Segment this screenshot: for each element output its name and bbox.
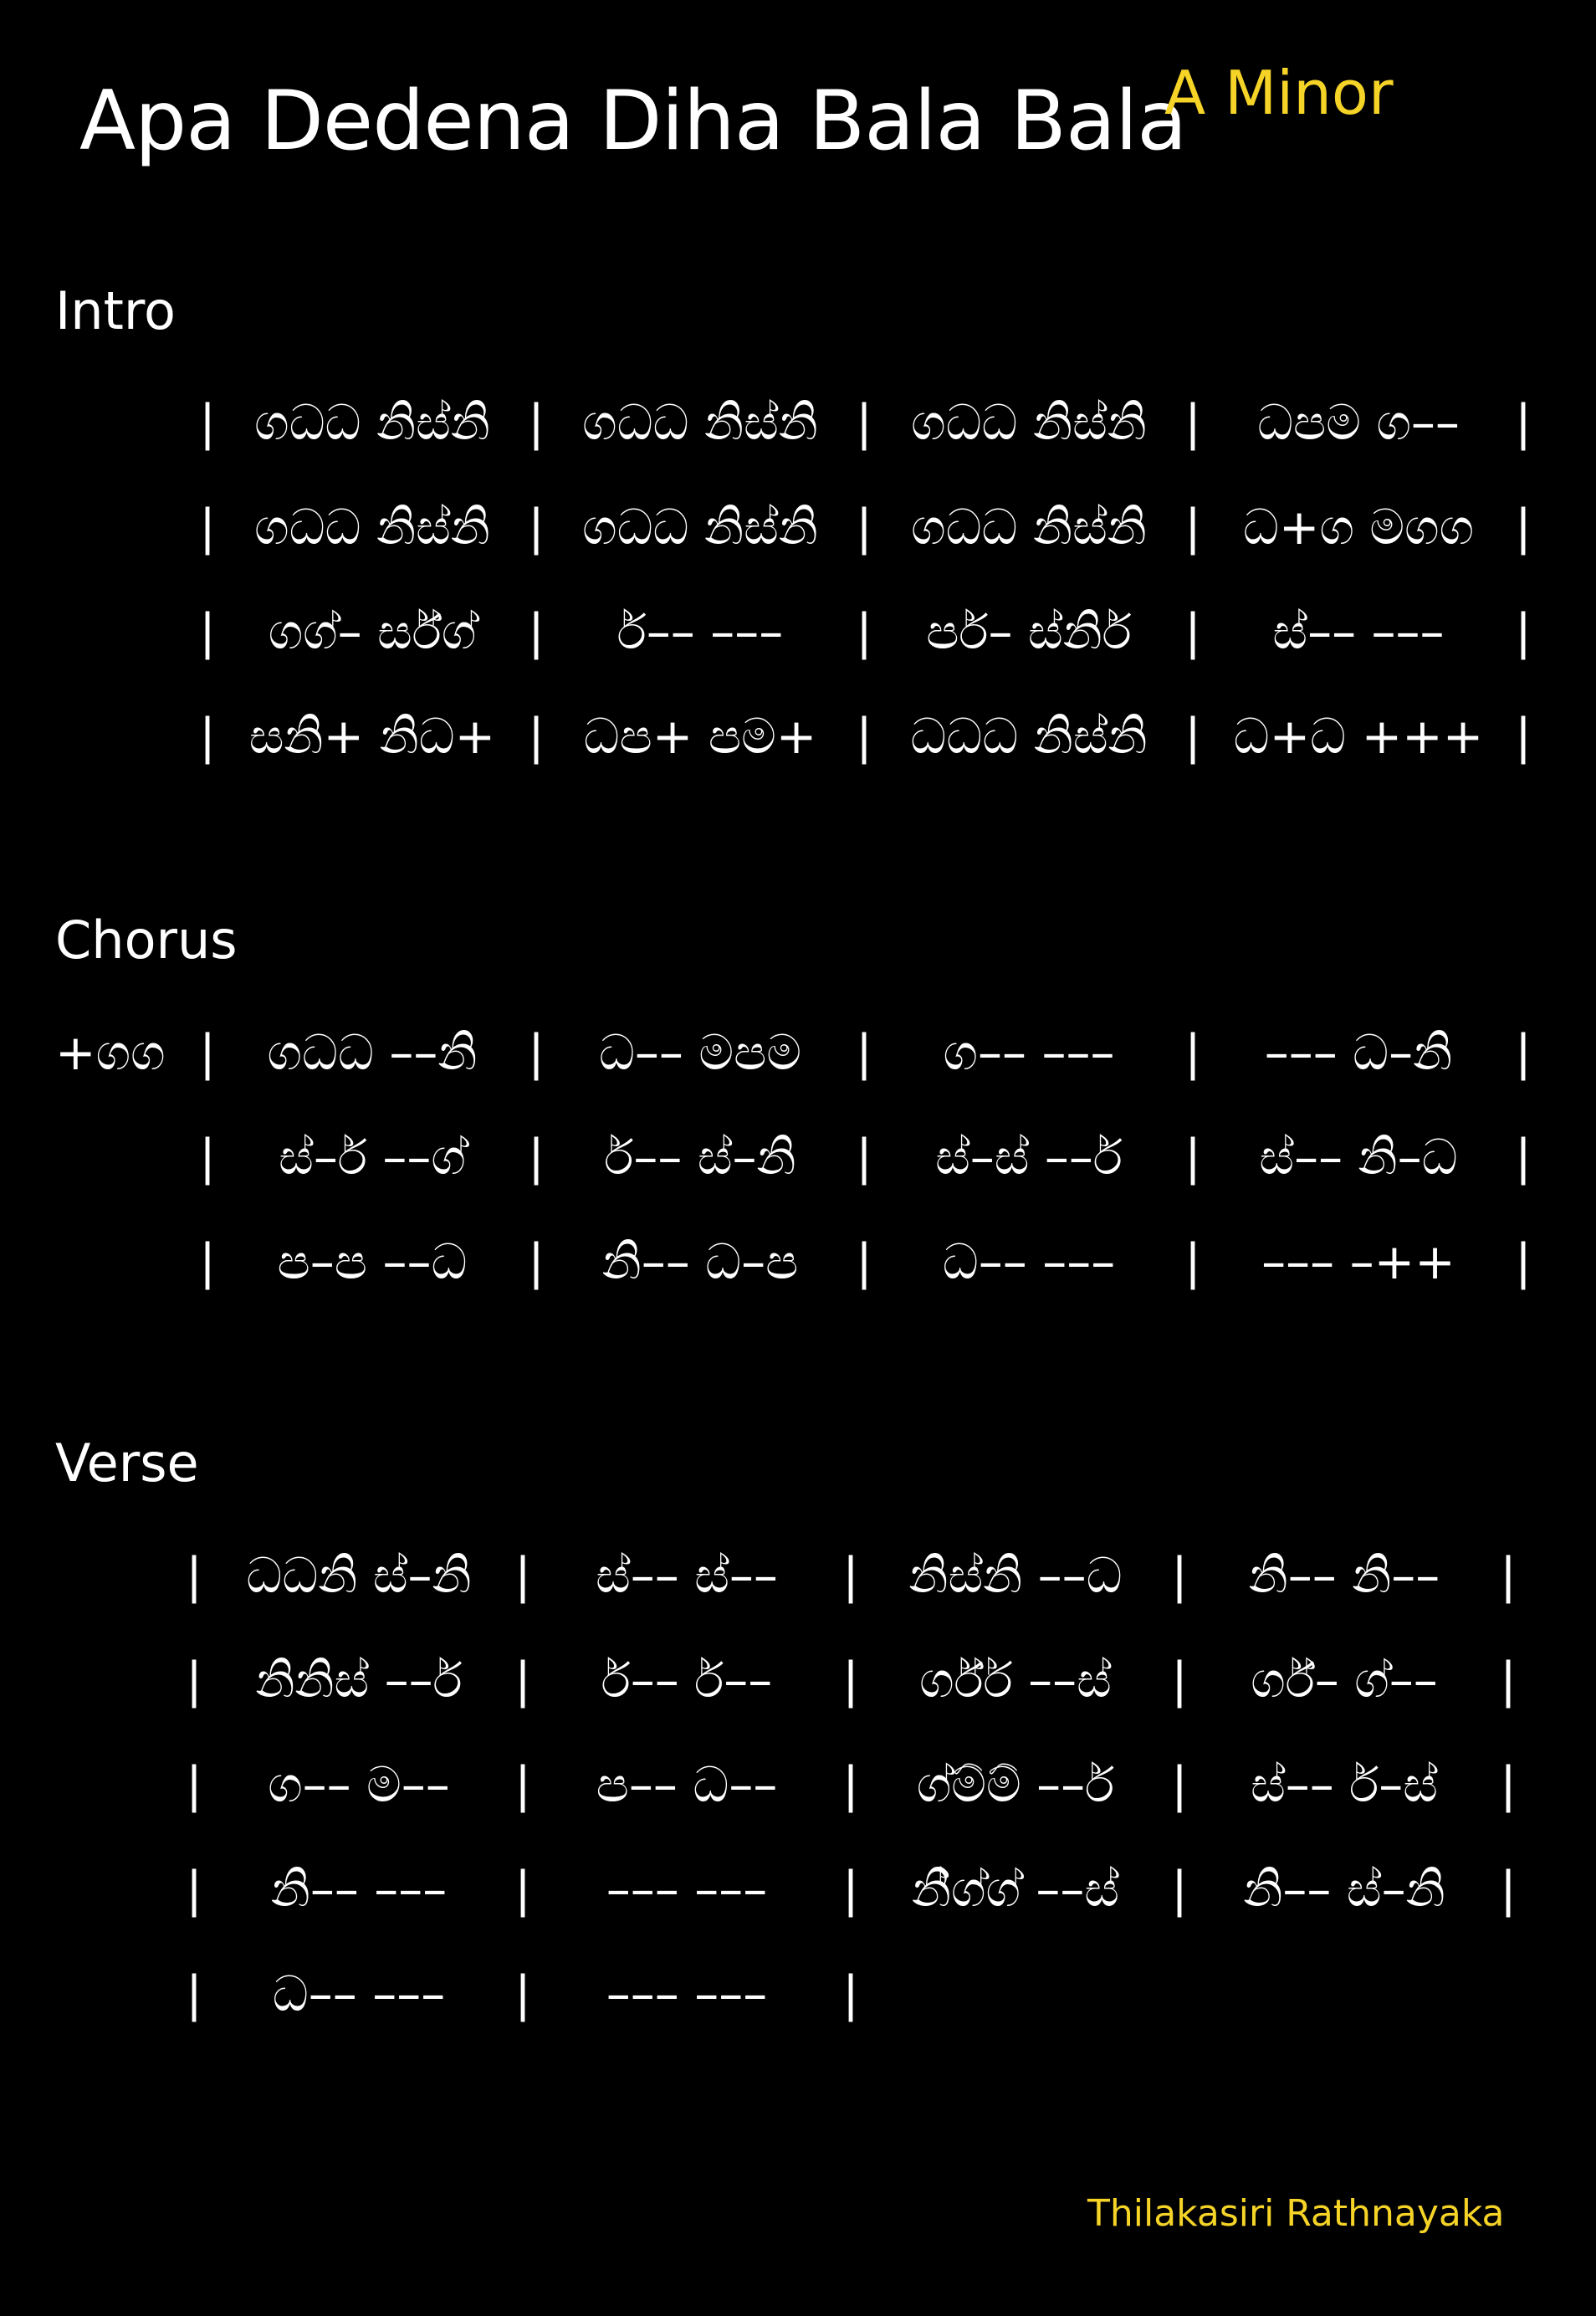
notation-line (0, 1542, 1596, 1609)
bar-line: | (528, 1129, 545, 1186)
bar-line: | (186, 1965, 202, 2022)
measure: ගග්– ර්ස්ග් (268, 603, 477, 660)
measure: ග්ම්ම් ––ර් (916, 1756, 1115, 1813)
measure: ගධධ නිස්නි (911, 394, 1147, 451)
bar-line: | (199, 1233, 216, 1290)
measure: ගධධ නිස්නි (254, 499, 490, 556)
bar-line: | (856, 1024, 872, 1081)
bar-line: | (856, 499, 872, 556)
bar-line: | (1171, 1652, 1188, 1709)
measure: ––– ධ–නි (1264, 1024, 1453, 1081)
bar-line: | (856, 1233, 872, 1290)
bar-line: | (1184, 499, 1201, 556)
bar-line: | (528, 394, 545, 451)
bar-line: | (1184, 1233, 1201, 1290)
measure: ගධධ නිස්නි (582, 394, 818, 451)
notation-line (0, 1124, 1596, 1191)
measure: ස්–– ර්–ස් (1251, 1756, 1438, 1813)
bar-line: | (528, 1024, 545, 1081)
bar-line: | (199, 603, 216, 660)
bar-line: | (514, 1861, 531, 1918)
notation-line (0, 1856, 1596, 1923)
measure: ––– –++ (1261, 1233, 1455, 1290)
bar-line: | (842, 1547, 859, 1604)
measure: ධ–– මපම (598, 1024, 802, 1081)
bar-line: | (528, 1233, 545, 1290)
measure: ගධධ නිස්නි (911, 499, 1147, 556)
measure: ර්–– ස්–නි (604, 1129, 796, 1186)
measure: නි්ග්ග් ––ස් (911, 1861, 1120, 1918)
bar-line: | (842, 1756, 859, 1813)
bar-line: | (1515, 394, 1532, 451)
bar-line: | (514, 1652, 531, 1709)
measure: ––– ––– (606, 1861, 768, 1918)
measure: ––– ––– (606, 1965, 768, 2022)
measure: ස්–ස් ––ර් (935, 1129, 1123, 1186)
bar-line: | (856, 603, 872, 660)
bar-line: | (842, 1861, 859, 1918)
notation-line (0, 1751, 1596, 1818)
measure: ර්–– ––– (616, 603, 784, 660)
notation-line (0, 389, 1596, 456)
bar-line: | (856, 708, 872, 765)
pickup-notes: +ගග (55, 1024, 166, 1081)
notation-line (0, 1019, 1596, 1086)
measure: නිනිස් ––ර් (255, 1652, 463, 1709)
section-heading: Verse (55, 1432, 199, 1494)
measure: ගධධ ––නි (267, 1024, 478, 1081)
measure: නි–– ––– (270, 1861, 448, 1918)
bar-line: | (1171, 1861, 1188, 1918)
measure: ප–– ධ–– (596, 1756, 778, 1813)
measure: ධපම ග–– (1257, 394, 1460, 451)
measure: ධප+ පම+ (583, 708, 817, 765)
measure: ස්–– ––– (1272, 603, 1445, 660)
credit: Thilakasiri Rathnayaka (1087, 2192, 1505, 2235)
section-heading: Intro (55, 280, 176, 341)
bar-line: | (1515, 1024, 1532, 1081)
bar-line: | (186, 1756, 202, 1813)
measure: නි–– ධ–ප (601, 1233, 799, 1290)
bar-line: | (842, 1965, 859, 2022)
bar-line: | (199, 394, 216, 451)
measure: ධ–– ––– (942, 1233, 1116, 1290)
bar-line: | (1500, 1861, 1517, 1918)
bar-line: | (1184, 1024, 1201, 1081)
bar-line: | (1515, 1129, 1532, 1186)
notation-line (0, 1647, 1596, 1714)
measure: පර්– ස්නිර් (926, 603, 1132, 660)
measure: ර්ග්ර් ––ස් (919, 1652, 1112, 1709)
measure: ධධධ නිස්නි (910, 708, 1148, 765)
measure: ධ+ග මගග (1242, 499, 1475, 556)
bar-line: | (1184, 1129, 1201, 1186)
bar-line: | (842, 1652, 859, 1709)
bar-line: | (1171, 1547, 1188, 1604)
bar-line: | (856, 1129, 872, 1186)
measure: ගධධ නිස්නි (254, 394, 490, 451)
bar-line: | (1515, 708, 1532, 765)
notation-line (0, 494, 1596, 561)
bar-line: | (514, 1965, 531, 2022)
measure: ස්–ර් ––ග් (279, 1129, 466, 1186)
notation-line (0, 598, 1596, 665)
section-heading: Chorus (55, 909, 238, 971)
measure: ර්ග්– ග්–– (1251, 1652, 1438, 1709)
bar-line: | (1515, 499, 1532, 556)
bar-line: | (1515, 603, 1532, 660)
bar-line: | (1184, 603, 1201, 660)
notation-line (0, 703, 1596, 770)
bar-line: | (1500, 1547, 1517, 1604)
bar-line: | (1500, 1756, 1517, 1813)
notation-line (0, 1228, 1596, 1295)
measure: ර්–– ර්–– (601, 1652, 773, 1709)
bar-line: | (528, 708, 545, 765)
song-key: A Minor (1164, 58, 1394, 128)
bar-line: | (199, 1024, 216, 1081)
bar-line: | (186, 1547, 202, 1604)
bar-line: | (1500, 1652, 1517, 1709)
bar-line: | (528, 603, 545, 660)
bar-line: | (1515, 1233, 1532, 1290)
bar-line: | (186, 1861, 202, 1918)
bar-line: | (528, 499, 545, 556)
measure: ප–ප ––ධ (277, 1233, 468, 1290)
measure: ධ+ධ +++ (1233, 708, 1484, 765)
bar-line: | (1171, 1756, 1188, 1813)
measure: ධධනි ස්–නි (246, 1547, 472, 1604)
measure: ස්–– ස්–– (596, 1547, 778, 1604)
measure: ස්–– නි–ධ (1259, 1129, 1458, 1186)
measure: ග–– ––– (943, 1024, 1115, 1081)
bar-line: | (514, 1547, 531, 1604)
measure: නිස්නි ––ධ (908, 1547, 1123, 1604)
bar-line: | (856, 394, 872, 451)
measure: නි–– ස්–නි (1243, 1861, 1445, 1918)
measure: නි–– නි–– (1248, 1547, 1440, 1604)
notation-line (0, 1960, 1596, 2027)
measure: ධ–– ––– (272, 1965, 446, 2022)
bar-line: | (199, 499, 216, 556)
bar-line: | (1184, 708, 1201, 765)
bar-line: | (1184, 394, 1201, 451)
bar-line: | (514, 1756, 531, 1813)
song-title: Apa Dedena Diha Bala Bala (79, 74, 1187, 169)
measure: ග–– ම–– (268, 1756, 450, 1813)
measure: ගධධ නිස්නි (582, 499, 818, 556)
bar-line: | (199, 1129, 216, 1186)
measure: සනි+ නිධ+ (248, 708, 496, 765)
bar-line: | (199, 708, 216, 765)
bar-line: | (186, 1652, 202, 1709)
